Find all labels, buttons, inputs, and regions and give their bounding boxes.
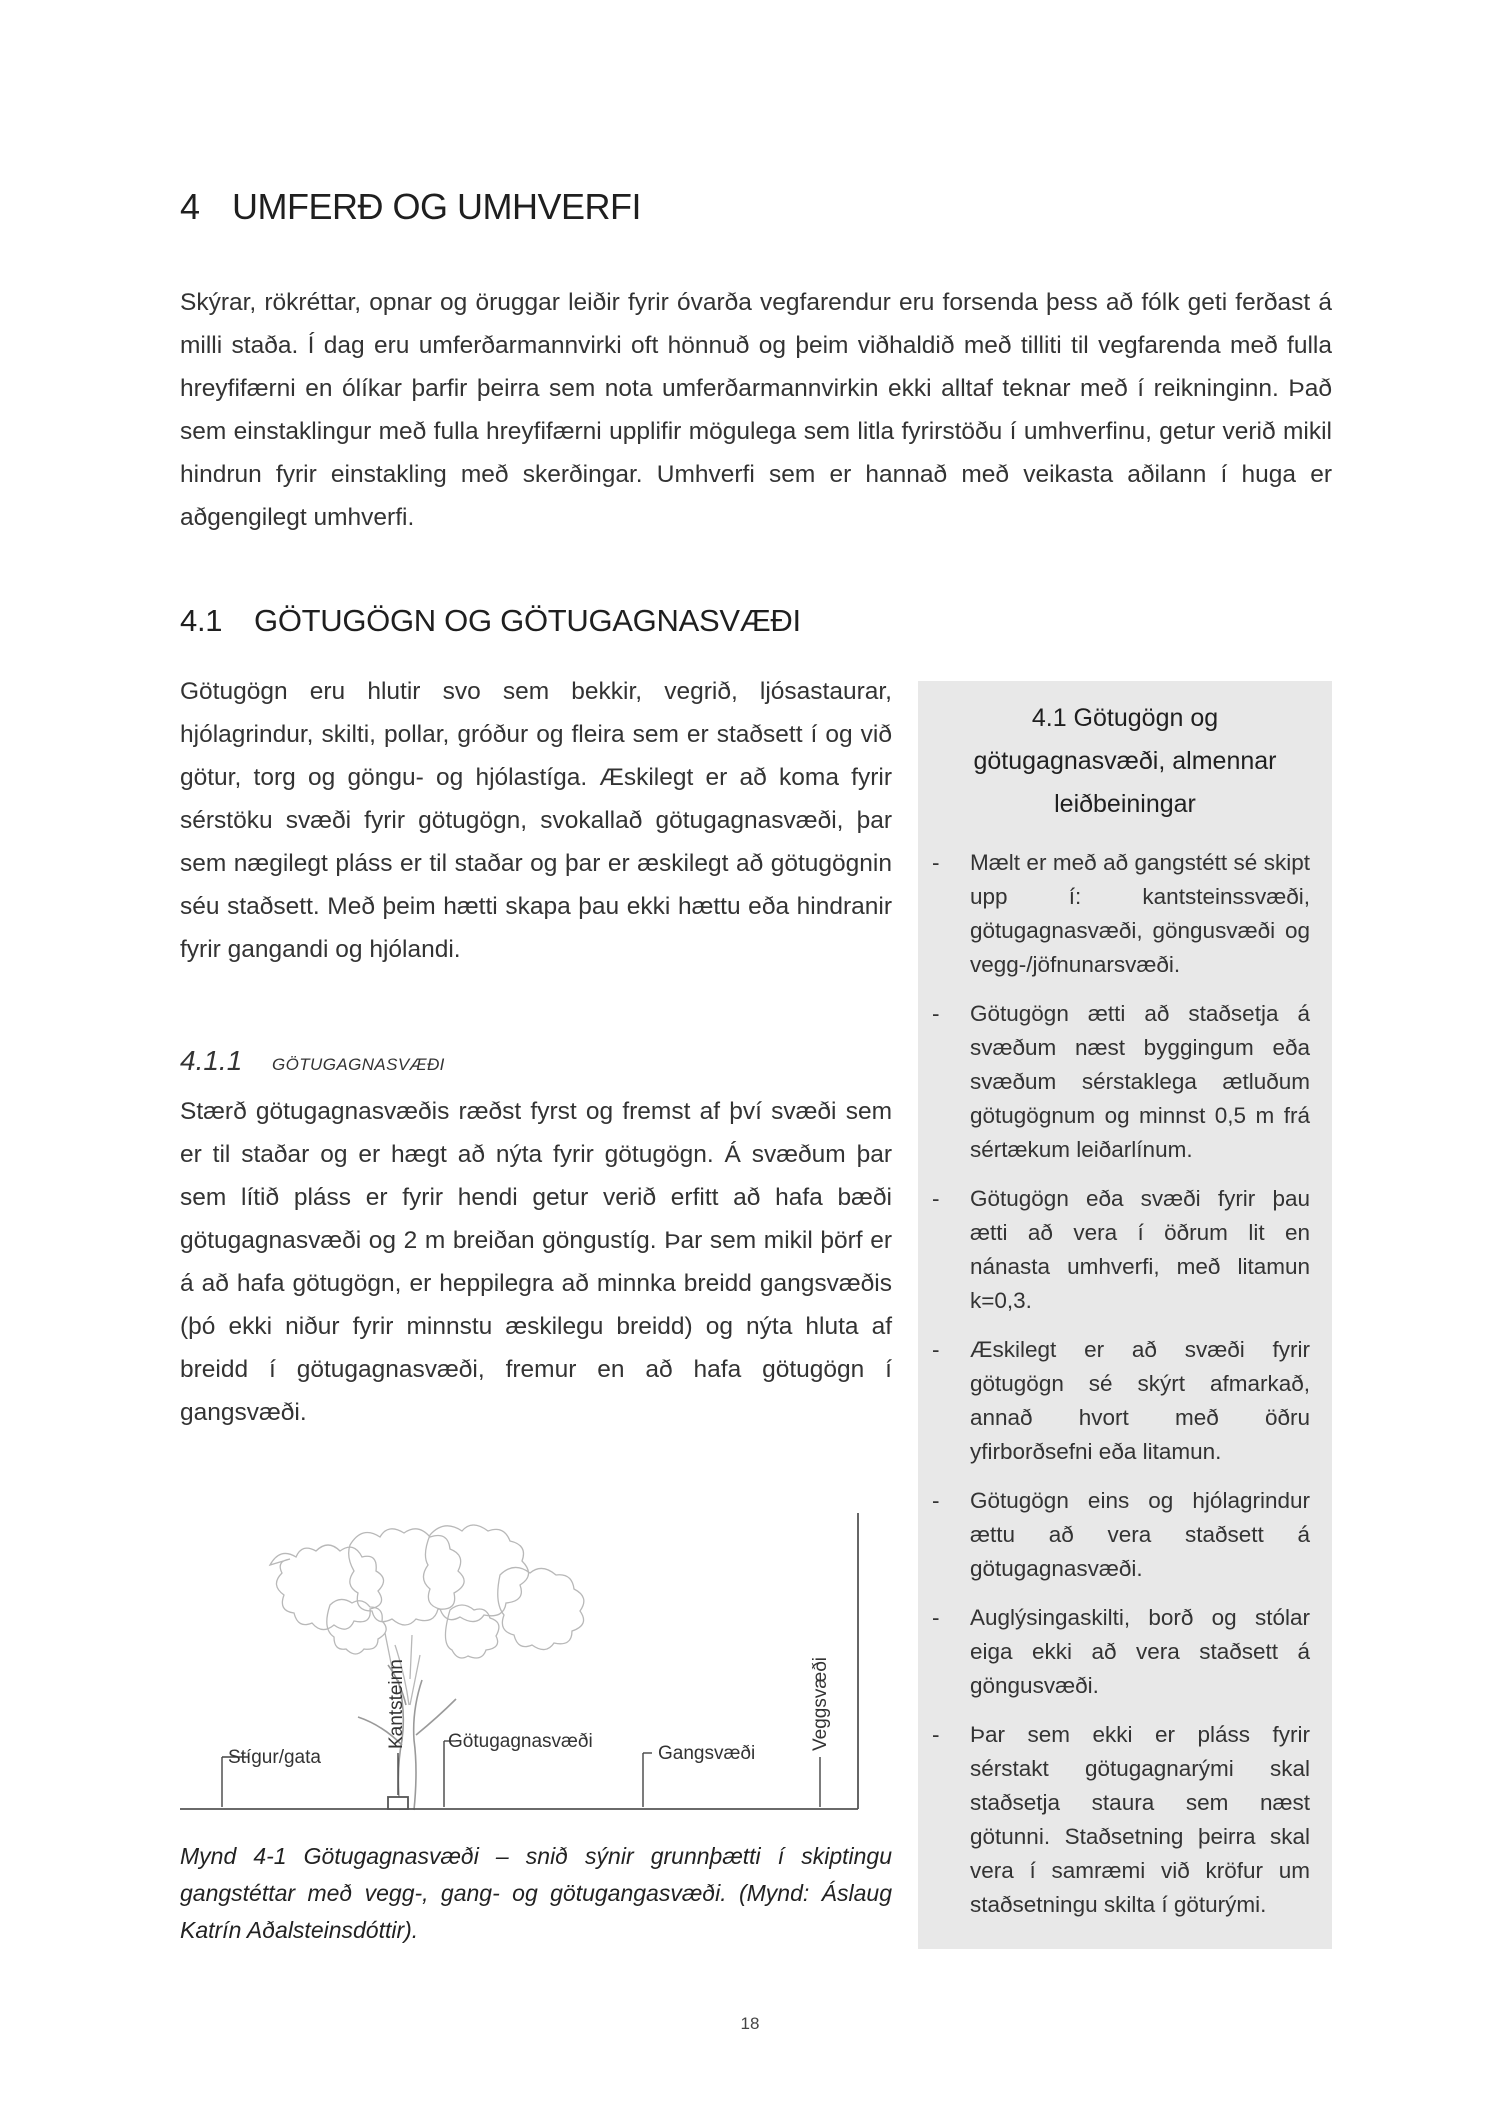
chapter-heading <box>180 186 641 228</box>
subsection-paragraph: Stærð götugagnasvæðis ræðst fyrst og fremst af því svæði sem er til staðar og er hægt að nýta fyrir götugögn. Á svæðum þar sem lítið pláss er fyrir hendi getur verið erfitt að hafa bæði götugagnasvæði og 2 m breiðan göngustíg. Þar sem mikil þörf er á að hafa götugögn, er heppilegra að minnka breidd gangsvæðis (þó ekki niður fyrir minnstu æskilegu breidd) og nýta hluta af breidd í götugagnasvæði, fremur en að hafa götugögn í gangsvæði. <box>180 1098 892 1426</box>
bullet-dash: - <box>932 850 940 875</box>
section-number: 4.1 <box>180 603 223 638</box>
bullet-dash: - <box>932 1605 940 1630</box>
bullet-dash: - <box>932 1722 940 1747</box>
bullet-dash: - <box>932 1186 940 1211</box>
guidelines-list <box>918 846 1332 1922</box>
sidebar-title: 4.1 Götugögn og götugagnasvæði, almennar leiðbeiningar <box>973 704 1277 818</box>
label-path: Stígur/gata <box>228 1747 321 1768</box>
tree-trunk-drawing <box>358 1665 456 1810</box>
subsection-heading <box>180 1045 445 1077</box>
label-curb: Kantsteinn <box>386 1659 407 1749</box>
subsection-title: GÖTUGAGNASVÆÐI <box>272 1055 445 1074</box>
list-item: - Æskilegt er að svæði fyrir götugögn sé skýrt afmarkað, annað hvort með öðru yfirborðsefni eða litamun. <box>932 1333 1310 1469</box>
list-item: - Þar sem ekki er pláss fyrir sérstakt götugagnarými skal staðsetja staura sem næst götunni. Staðsetning þeirra skal vera í samræmi við kröfur um staðsetningu skilta í göturými. <box>932 1718 1310 1922</box>
tree-canopy-drawing <box>270 1525 584 1705</box>
section-paragraph: Götugögn eru hlutir svo sem bekkir, vegrið, ljósastaurar, hjólagrindur, skilti, pollar, gróður og fleira sem er staðsett í og við götur, torg og göngu- og hjólastíga. Æskilegt er að koma fyrir sérstöku svæði fyrir götugögn, svokallað götugagnasvæði, þar sem nægilegt pláss er til staðar og þar er æskilegt að götugögnin séu staðsett. Með þeim hætti skapa þau ekki hættu eða hindranir fyrir gangandi og hjólandi. <box>180 678 892 963</box>
list-item: - Götugögn ætti að staðsetja á svæðum næst byggingum eða svæðum sérstaklega ætluðum götugögnum og minnst 0,5 m frá sértækum leiðarlínum. <box>932 997 1310 1167</box>
section-heading <box>180 603 801 639</box>
guidelines-sidebar <box>918 681 1332 1949</box>
list-item: - Götugögn eins og hjólagrindur ættu að vera staðsett á götugagnasvæði. <box>932 1484 1310 1586</box>
bullet-dash: - <box>932 1488 940 1513</box>
list-item: - Götugögn eða svæði fyrir þau ætti að vera í öðrum lit en nánasta umhverfi, með litamun k=0,3. <box>932 1182 1310 1318</box>
sidewalk-section-figure <box>180 1505 880 1825</box>
chapter-number: 4 <box>180 186 200 227</box>
label-walk-zone: Gangsvæði <box>658 1743 756 1764</box>
section-title: GÖTUGÖGN OG GÖTUGAGNASVÆÐI <box>254 603 801 638</box>
figure-caption: Mynd 4-1 Götugagnasvæði – snið sýnir grunnþætti í skiptingu gangstéttar með vegg-, gang- og götugangasvæði. (Mynd: Áslaug Katrín Aðalsteinsdóttir). <box>180 1843 892 1943</box>
bullet-dash: - <box>932 1337 940 1362</box>
list-item: - Auglýsingaskilti, borð og stólar eiga ekki að vera staðsett á göngusvæði. <box>932 1601 1310 1703</box>
list-item: - Mælt er með að gangstétt sé skipt upp í: kantsteinssvæði, götugagnasvæði, göngusvæði og vegg-/jöfnunarsvæði. <box>932 846 1310 982</box>
page-number: 18 <box>740 2014 760 2033</box>
chapter-title: UMFERÐ OG UMHVERFI <box>232 186 641 227</box>
intro-paragraph: Skýrar, rökréttar, opnar og öruggar leiðir fyrir óvarða vegfarendur eru forsenda þess að fólk geti ferðast á milli staða. Í dag eru umferðarmannvirki oft hönnuð og þeim viðhaldið með tilliti til vegfarenda með fulla hreyfifærni en ólíkar þarfir þeirra sem nota umferðarmannvirkin ekki alltaf teknar með í reikninginn. Það sem einstaklingur með fulla hreyfifærni upplifir mögulega sem litla fyrirstöðu í umhverfinu, getur verið mikil hindrun fyrir einstakling með skerðingar. Umhverfi sem er hannað með veikasta aðilann í huga er aðgengilegt umhverfi. <box>180 289 1332 531</box>
label-wall-zone: Veggsvæði <box>810 1656 831 1751</box>
subsection-number: 4.1.1 <box>180 1045 243 1076</box>
label-furniture-zone: Götugagnasvæði <box>448 1731 593 1752</box>
bullet-dash: - <box>932 1001 940 1026</box>
